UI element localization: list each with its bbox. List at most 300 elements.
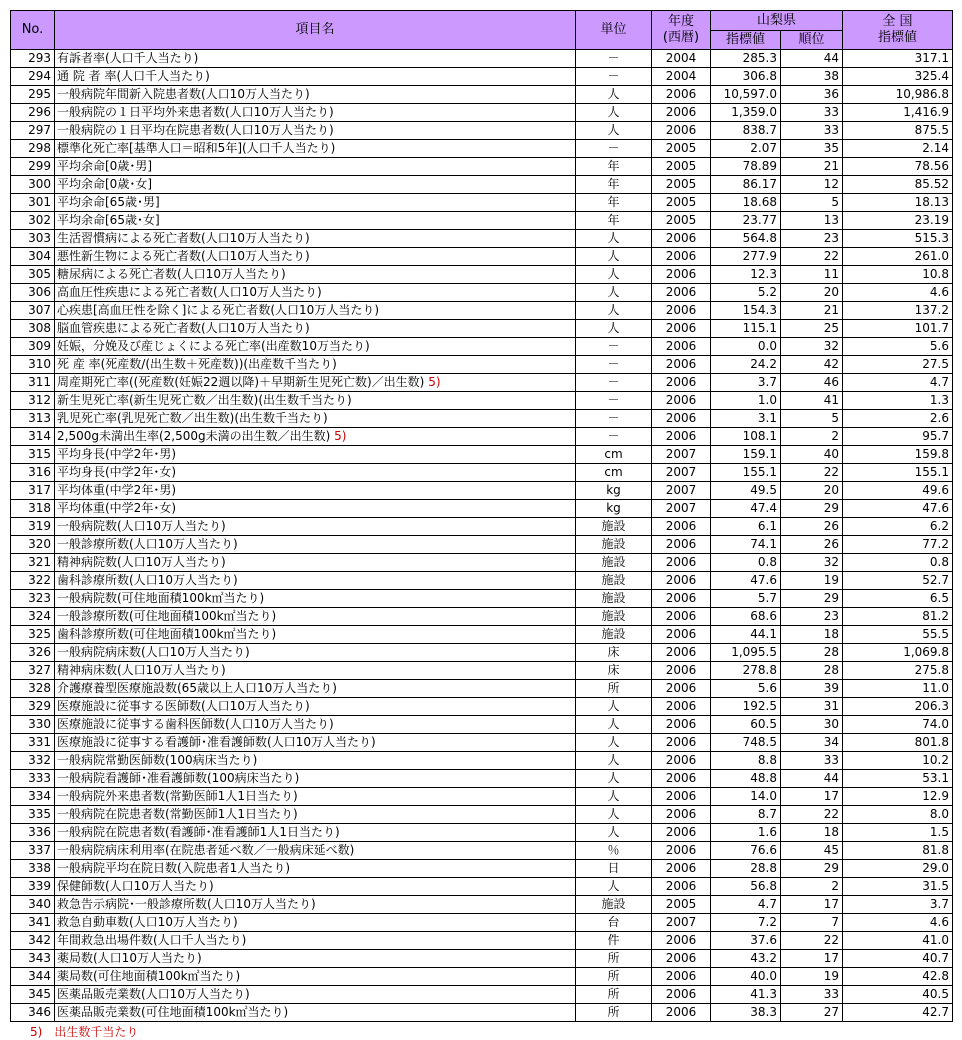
item-name-text: 周産期死亡率((死産数(妊娠22週以降)＋早期新生児死亡数)／出生数) (57, 375, 425, 389)
rank (781, 428, 843, 446)
item-name (55, 644, 576, 662)
index-value-text: 24.2 (750, 357, 777, 371)
index-value-text: 5.2 (757, 285, 777, 299)
rank (781, 194, 843, 212)
unit (576, 518, 652, 536)
row-number-text: 330 (28, 717, 51, 731)
year-text: 2006 (665, 717, 697, 731)
table-row (11, 446, 953, 464)
rank (781, 698, 843, 716)
national-value-text: 155.1 (914, 465, 949, 479)
unit (576, 788, 652, 806)
table-row (11, 284, 953, 302)
index-value (711, 806, 781, 824)
unit-text: 施設 (601, 627, 626, 641)
item-name (55, 806, 576, 824)
unit (576, 410, 652, 428)
year (652, 1004, 711, 1022)
year (652, 500, 711, 518)
rank (781, 1004, 843, 1022)
item-name (55, 194, 576, 212)
row-number (11, 284, 55, 302)
national-value (843, 122, 953, 140)
index-value (711, 212, 781, 230)
year-text: 2006 (665, 609, 697, 623)
index-value (711, 50, 781, 68)
unit-text: 所 (607, 1005, 620, 1019)
national-value-text: 53.1 (922, 771, 949, 785)
rank-text: 17 (823, 951, 839, 965)
year-text: 2007 (665, 483, 697, 497)
item-name-text: 平均体重(中学2年･女) (57, 501, 176, 515)
item-name-text: 医療施設に従事する歯科医師数(人口10万人当たり) (57, 717, 334, 731)
year-text: 2006 (665, 843, 697, 857)
table-row (11, 428, 953, 446)
index-value (711, 374, 781, 392)
year (652, 662, 711, 680)
national-value (843, 68, 953, 86)
index-value (711, 554, 781, 572)
row-number-text: 335 (28, 807, 51, 821)
rank-text: 2 (831, 879, 839, 893)
rank (781, 860, 843, 878)
rank (781, 104, 843, 122)
unit (576, 644, 652, 662)
index-value (711, 770, 781, 788)
item-name-text: 精神病院数(人口10万人当たり) (57, 555, 226, 569)
national-value (843, 140, 953, 158)
year-text: 2006 (665, 879, 697, 893)
item-name-text: 一般病院の１日平均在院患者数(人口10万人当たり) (57, 123, 334, 137)
unit-text: 人 (607, 249, 620, 263)
row-number-text: 304 (28, 249, 51, 263)
table-row (11, 878, 953, 896)
rank-text: 19 (823, 573, 839, 587)
item-name (55, 572, 576, 590)
item-name-text: 一般病院数(人口10万人当たり) (57, 519, 226, 533)
item-name (55, 338, 576, 356)
index-value (711, 662, 781, 680)
national-value-text: 4.6 (929, 915, 949, 929)
index-value-text: 5.7 (757, 591, 777, 605)
national-value-text: 81.2 (922, 609, 949, 623)
index-value-text: 838.7 (742, 123, 777, 137)
unit-text: 施設 (601, 609, 626, 623)
national-value-text: 10.8 (922, 267, 949, 281)
rank-text: 31 (823, 699, 839, 713)
item-name (55, 266, 576, 284)
row-number-text: 343 (28, 951, 51, 965)
index-value-text: 18.68 (742, 195, 777, 209)
rank-text: 30 (823, 717, 839, 731)
national-value-text: 206.3 (914, 699, 949, 713)
item-name (55, 716, 576, 734)
index-value (711, 716, 781, 734)
item-name-text: 妊娠，分娩及び産じょくによる死亡率(出産数10万当たり) (57, 339, 370, 353)
table-row (11, 806, 953, 824)
item-name-text: 医薬品販売業数(可住地面積100k㎡当たり) (57, 1005, 289, 1019)
row-number (11, 482, 55, 500)
row-number-text: 323 (28, 591, 51, 605)
table-row (11, 176, 953, 194)
index-value (711, 86, 781, 104)
year-text: 2006 (665, 807, 697, 821)
row-number (11, 122, 55, 140)
rank-text: 22 (823, 465, 839, 479)
row-number-text: 339 (28, 879, 51, 893)
rank-text: 27 (823, 1005, 839, 1019)
rank (781, 446, 843, 464)
index-value (711, 446, 781, 464)
rank-text: 41 (823, 393, 839, 407)
national-value (843, 878, 953, 896)
table-row (11, 266, 953, 284)
index-value-text: 564.8 (742, 231, 777, 245)
national-value (843, 608, 953, 626)
unit-text: 人 (607, 285, 620, 299)
national-value (843, 986, 953, 1004)
item-name (55, 896, 576, 914)
unit (576, 248, 652, 266)
unit-text: － (607, 393, 620, 407)
year (652, 356, 711, 374)
row-number (11, 446, 55, 464)
item-name (55, 860, 576, 878)
year (652, 842, 711, 860)
item-name (55, 50, 576, 68)
year (652, 140, 711, 158)
national-value (843, 824, 953, 842)
index-value-text: 38.3 (750, 1005, 777, 1019)
row-number (11, 626, 55, 644)
unit (576, 428, 652, 446)
unit-text: － (607, 429, 620, 443)
national-value (843, 356, 953, 374)
rank (781, 752, 843, 770)
unit (576, 806, 652, 824)
index-value-text: 76.6 (750, 843, 777, 857)
rank-text: 33 (823, 753, 839, 767)
year (652, 122, 711, 140)
table-row (11, 212, 953, 230)
index-value (711, 176, 781, 194)
item-name (55, 824, 576, 842)
year (652, 302, 711, 320)
unit-text: － (607, 69, 620, 83)
unit (576, 266, 652, 284)
table-row (11, 104, 953, 122)
unit-text: 人 (607, 771, 620, 785)
unit (576, 536, 652, 554)
item-name-text: 一般病院在院患者数(看護師･准看護師1人1日当たり) (57, 825, 340, 839)
header-national-label: 全 国 (882, 14, 913, 29)
year (652, 752, 711, 770)
rank (781, 662, 843, 680)
row-number-text: 306 (28, 285, 51, 299)
row-number-text: 307 (28, 303, 51, 317)
item-name (55, 788, 576, 806)
year-text: 2005 (665, 897, 697, 911)
national-value (843, 554, 953, 572)
unit (576, 176, 652, 194)
row-number-text: 313 (28, 411, 51, 425)
row-number-text: 336 (28, 825, 51, 839)
index-value-text: 48.8 (750, 771, 777, 785)
unit (576, 104, 652, 122)
table-row (11, 590, 953, 608)
national-value (843, 536, 953, 554)
item-name (55, 878, 576, 896)
item-name (55, 140, 576, 158)
index-value-text: 14.0 (750, 789, 777, 803)
rank-text: 33 (823, 987, 839, 1001)
item-name (55, 68, 576, 86)
year-text: 2006 (665, 555, 697, 569)
national-value (843, 392, 953, 410)
rank (781, 950, 843, 968)
unit-text: kg (606, 501, 621, 515)
year-text: 2006 (665, 987, 697, 1001)
table-row (11, 374, 953, 392)
row-number-text: 296 (28, 105, 51, 119)
unit-text: 年 (607, 177, 620, 191)
year-text: 2006 (665, 627, 697, 641)
unit-text: － (607, 141, 620, 155)
table-row (11, 464, 953, 482)
index-value (711, 230, 781, 248)
row-number (11, 194, 55, 212)
row-number (11, 392, 55, 410)
row-number-text: 333 (28, 771, 51, 785)
national-value-text: 6.5 (929, 591, 949, 605)
item-name (55, 212, 576, 230)
item-name (55, 680, 576, 698)
index-value (711, 1004, 781, 1022)
unit-text: 年 (607, 159, 620, 173)
row-number (11, 734, 55, 752)
national-value-text: 23.19 (914, 213, 949, 227)
national-value-text: 11.0 (922, 681, 949, 695)
national-value (843, 806, 953, 824)
row-number-text: 298 (28, 141, 51, 155)
table-row (11, 662, 953, 680)
row-number (11, 50, 55, 68)
table-row (11, 986, 953, 1004)
rank-text: 33 (823, 123, 839, 137)
row-number (11, 1004, 55, 1022)
index-value-text: 60.5 (750, 717, 777, 731)
rank-text: 44 (823, 771, 839, 785)
year (652, 590, 711, 608)
year-text: 2004 (665, 51, 697, 65)
year-text: 2006 (665, 285, 697, 299)
row-number-text: 341 (28, 915, 51, 929)
table-row (11, 680, 953, 698)
rank (781, 572, 843, 590)
unit-text: 年 (607, 195, 620, 209)
item-name (55, 500, 576, 518)
rank (781, 50, 843, 68)
national-value-text: 81.8 (922, 843, 949, 857)
unit-text: 所 (607, 969, 620, 983)
national-value (843, 932, 953, 950)
national-value-text: 1.5 (929, 825, 949, 839)
year-text: 2006 (665, 789, 697, 803)
year-text: 2006 (665, 105, 697, 119)
national-value-text: 0.8 (929, 555, 949, 569)
row-number (11, 536, 55, 554)
row-number (11, 230, 55, 248)
footnote-marker: 5) (428, 375, 441, 389)
rank (781, 932, 843, 950)
rank (781, 500, 843, 518)
item-name-text: 生活習慣病による死亡者数(人口10万人当たり) (57, 231, 310, 245)
unit-text: kg (606, 483, 621, 497)
item-name-text: 保健師数(人口10万人当たり) (57, 879, 214, 893)
index-value (711, 842, 781, 860)
rank (781, 680, 843, 698)
rank-text: 32 (823, 555, 839, 569)
row-number (11, 338, 55, 356)
index-value (711, 626, 781, 644)
index-value-text: 6.1 (757, 519, 777, 533)
row-number-text: 302 (28, 213, 51, 227)
item-name-text: 薬局数(可住地面積100k㎡当たり) (57, 969, 241, 983)
rank-text: 29 (823, 861, 839, 875)
year-text: 2006 (665, 537, 697, 551)
unit-text: 人 (607, 87, 620, 101)
item-name (55, 158, 576, 176)
row-number-text: 337 (28, 843, 51, 857)
rank-text: 36 (823, 87, 839, 101)
unit (576, 482, 652, 500)
year-text: 2006 (665, 699, 697, 713)
index-value (711, 968, 781, 986)
item-name-text: 一般病院年間新入院患者数(人口10万人当たり) (57, 87, 310, 101)
year (652, 770, 711, 788)
index-value-text: 43.2 (750, 951, 777, 965)
row-number (11, 176, 55, 194)
item-name (55, 734, 576, 752)
year (652, 482, 711, 500)
row-number-text: 305 (28, 267, 51, 281)
national-value (843, 212, 953, 230)
item-name-text: 一般診療所数(人口10万人当たり) (57, 537, 238, 551)
year-text: 2006 (665, 231, 697, 245)
national-value-text: 49.6 (922, 483, 949, 497)
row-number-text: 311 (28, 375, 51, 389)
row-number (11, 824, 55, 842)
row-number-text: 297 (28, 123, 51, 137)
rank (781, 716, 843, 734)
unit (576, 68, 652, 86)
unit-text: 人 (607, 105, 620, 119)
unit-text: 所 (607, 681, 620, 695)
row-number (11, 608, 55, 626)
rank (781, 788, 843, 806)
unit-text: 日 (607, 861, 620, 875)
item-name (55, 428, 576, 446)
item-name-text: 2,500g未満出生率(2,500g未満の出生数／出生数) (57, 429, 331, 443)
index-value-text: 285.3 (742, 51, 777, 65)
item-name-text: 精神病床数(人口10万人当たり) (57, 663, 226, 677)
index-value (711, 680, 781, 698)
row-number (11, 374, 55, 392)
index-value-text: 28.8 (750, 861, 777, 875)
unit (576, 140, 652, 158)
item-name (55, 482, 576, 500)
table-row (11, 230, 953, 248)
item-name-text: 乳児死亡率(乳児死亡数／出生数)(出生数千当たり) (57, 411, 328, 425)
row-number (11, 914, 55, 932)
rank-text: 42 (823, 357, 839, 371)
national-value-text: 2.14 (922, 141, 949, 155)
row-number-text: 342 (28, 933, 51, 947)
unit (576, 464, 652, 482)
rank-text: 29 (823, 501, 839, 515)
item-name-text: 一般病院外来患者数(常勤医師1人1日当たり) (57, 789, 298, 803)
item-name (55, 230, 576, 248)
rank (781, 68, 843, 86)
table-row (11, 158, 953, 176)
table-row (11, 824, 953, 842)
rank (781, 410, 843, 428)
unit (576, 896, 652, 914)
year-text: 2006 (665, 303, 697, 317)
year-text: 2005 (665, 213, 697, 227)
national-value (843, 896, 953, 914)
national-value-text: 27.5 (922, 357, 949, 371)
year (652, 716, 711, 734)
national-value (843, 680, 953, 698)
year (652, 878, 711, 896)
row-number (11, 266, 55, 284)
table-row (11, 554, 953, 572)
unit-text: 所 (607, 987, 620, 1001)
row-number (11, 572, 55, 590)
rank-text: 25 (823, 321, 839, 335)
rank (781, 914, 843, 932)
item-name (55, 770, 576, 788)
row-number (11, 680, 55, 698)
index-value-text: 3.1 (757, 411, 777, 425)
row-number (11, 950, 55, 968)
table-row (11, 734, 953, 752)
index-value (711, 986, 781, 1004)
row-number (11, 68, 55, 86)
rank (781, 392, 843, 410)
year (652, 554, 711, 572)
unit (576, 662, 652, 680)
rank-text: 22 (823, 249, 839, 263)
national-value (843, 302, 953, 320)
row-number-text: 314 (28, 429, 51, 443)
rank-text: 21 (823, 159, 839, 173)
table-row (11, 752, 953, 770)
table-row (11, 410, 953, 428)
unit-text: 床 (607, 663, 620, 677)
index-value-text: 23.77 (742, 213, 777, 227)
table-row (11, 644, 953, 662)
rank (781, 644, 843, 662)
item-name-text: 医療施設に従事する医師数(人口10万人当たり) (57, 699, 310, 713)
row-number-text: 299 (28, 159, 51, 173)
national-value-text: 55.5 (922, 627, 949, 641)
year (652, 698, 711, 716)
rank (781, 158, 843, 176)
rank-text: 38 (823, 69, 839, 83)
table-row (11, 950, 953, 968)
